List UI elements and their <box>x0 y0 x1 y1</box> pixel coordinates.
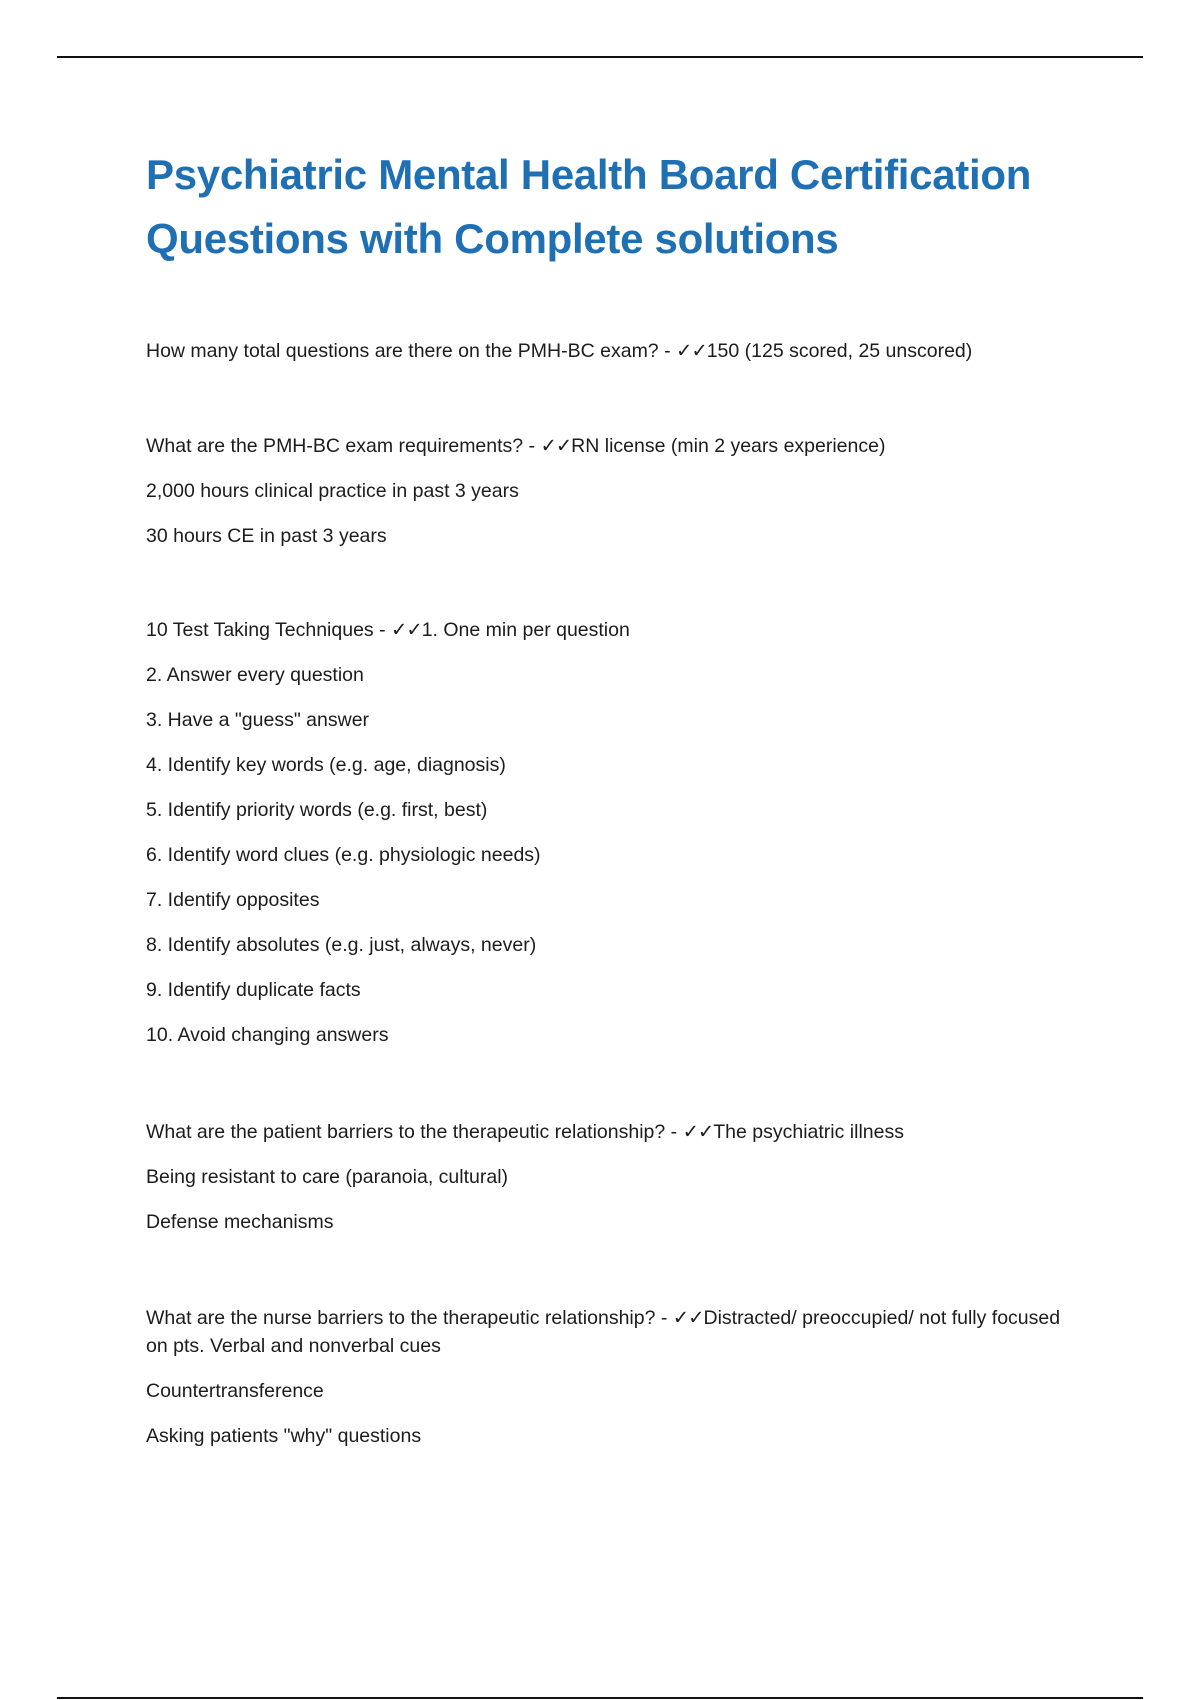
document-title: Psychiatric Mental Health Board Certification Questions with Complete solutions <box>146 151 1032 262</box>
answer-text: The psychiatric illness <box>713 1121 904 1143</box>
answer-line: 2. Answer every question <box>146 664 364 686</box>
question-text: What are the PMH-BC exam requirements? <box>146 435 524 457</box>
check-mark-icon: ✓✓ <box>682 1121 714 1143</box>
answer-line: 9. Identify duplicate facts <box>146 979 361 1001</box>
check-mark-icon: ✓✓ <box>540 435 572 457</box>
check-mark-icon: ✓✓ <box>672 1307 704 1329</box>
top-rule <box>57 56 1143 58</box>
answer-text: RN license (min 2 years experience) <box>571 435 886 457</box>
question-line <box>146 616 1066 644</box>
qa-item <box>146 337 1066 382</box>
qa-item <box>146 1304 1066 1467</box>
answer-line: 3. Have a "guess" answer <box>146 709 370 731</box>
question-line <box>146 337 1066 365</box>
separator: - <box>658 340 676 362</box>
answer-line: Being resistant to care (paranoia, cultural) <box>146 1166 509 1188</box>
separator: - <box>655 1307 673 1329</box>
question-text: 10 Test Taking Techniques <box>146 619 374 641</box>
question-text: What are the patient barriers to the therapeutic relationship? <box>146 1121 666 1143</box>
check-mark-icon: ✓✓ <box>676 340 707 362</box>
answer-text: Distracted/ preoccupied/ not fully focused on pts. Verbal and nonverbal cues <box>146 1307 1061 1357</box>
separator: - <box>373 619 392 641</box>
question-line <box>146 432 1066 460</box>
answer-line: 5. Identify priority words (e.g. first, best) <box>146 799 488 821</box>
question-line <box>146 1304 1066 1360</box>
bottom-rule <box>57 1697 1143 1699</box>
answer-text: 150 (125 scored, 25 unscored) <box>706 340 973 362</box>
separator: - <box>665 1121 683 1143</box>
question-line <box>146 1118 1066 1146</box>
answer-line: 10. Avoid changing answers <box>146 1024 389 1046</box>
answer-line: Defense mechanisms <box>146 1211 334 1233</box>
question-text: How many total questions are there on the PMH-BC exam? <box>146 340 659 362</box>
qa-item <box>146 616 1066 1066</box>
check-mark-icon: ✓✓ <box>391 619 422 641</box>
question-text: What are the nurse barriers to the therapeutic relationship? <box>146 1307 656 1329</box>
answer-line: 8. Identify absolutes (e.g. just, always, never) <box>146 934 537 956</box>
answer-line: 6. Identify word clues (e.g. physiologic needs) <box>146 844 541 866</box>
answer-line: 2,000 hours clinical practice in past 3 years <box>146 480 519 502</box>
separator: - <box>523 435 541 457</box>
answer-line: 7. Identify opposites <box>146 889 320 911</box>
answer-text: 1. One min per question <box>421 619 630 641</box>
answer-line: 30 hours CE in past 3 years <box>146 525 387 547</box>
answer-line: Asking patients "why" questions <box>146 1425 422 1447</box>
qa-item <box>146 432 1066 567</box>
answer-line: Countertransference <box>146 1380 324 1402</box>
answer-line: 4. Identify key words (e.g. age, diagnosis) <box>146 754 506 776</box>
qa-item <box>146 1118 1066 1253</box>
